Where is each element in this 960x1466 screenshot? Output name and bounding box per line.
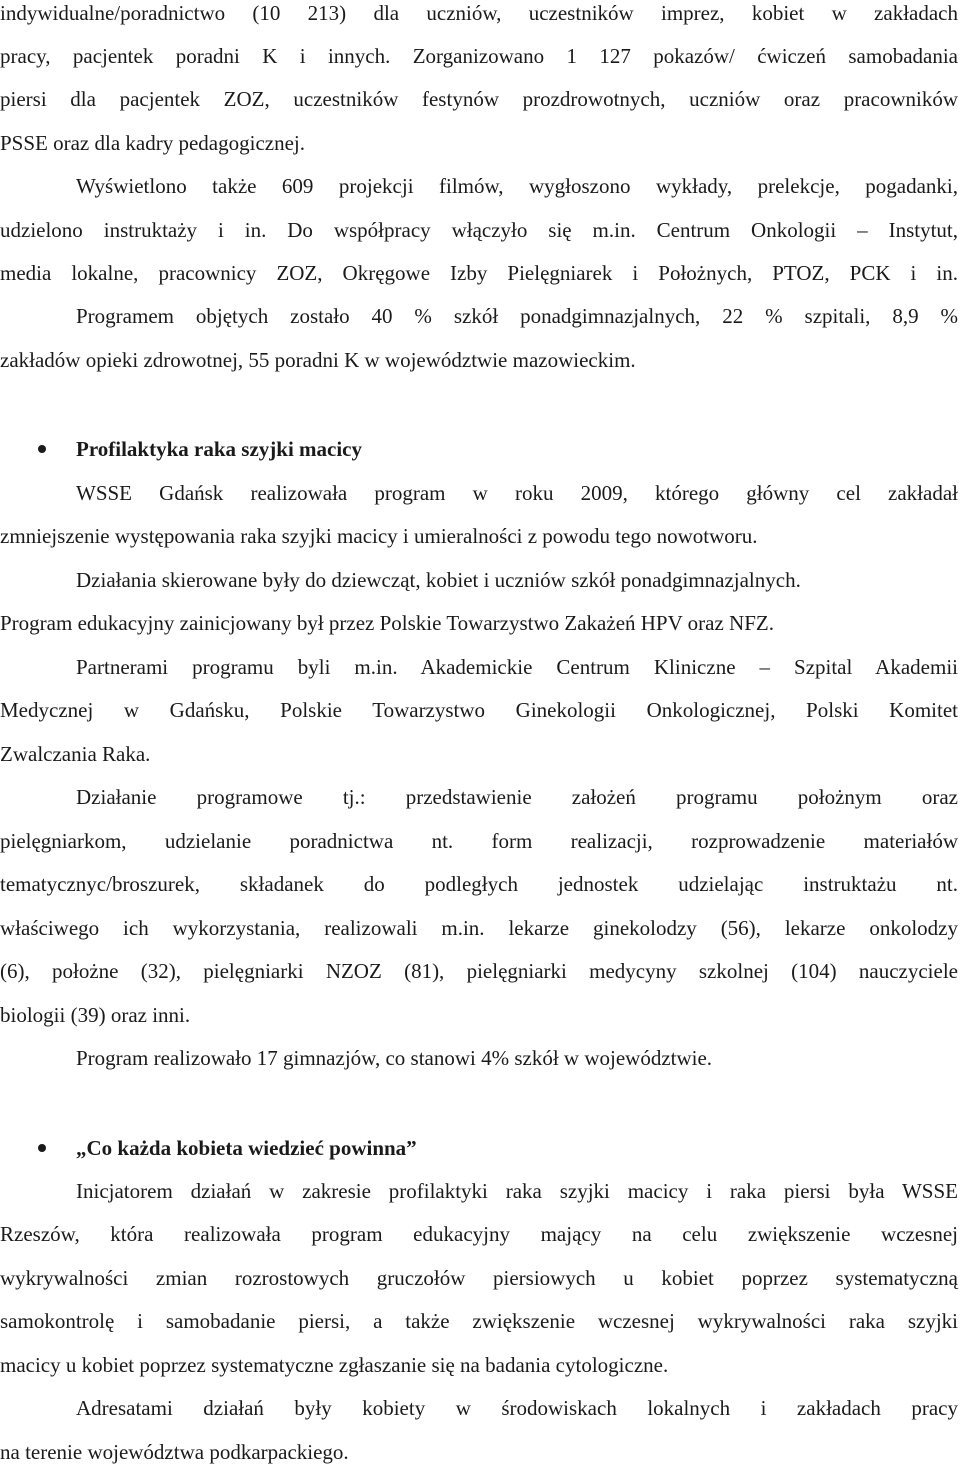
- paragraph-line: biologii (39) oraz inni.: [0, 1003, 191, 1027]
- paragraph-line: piersi dla pacjentek ZOZ, uczestników festynów prozdrowotnych, uczniów oraz pracowników: [0, 87, 958, 111]
- bullet-icon: [38, 1144, 46, 1152]
- paragraph-line: Zwalczania Raka.: [0, 742, 151, 766]
- paragraph-line: udzielono instruktaży i in. Do współpracy włączyło się m.in. Centrum Onkologii – Instytut,: [0, 218, 958, 242]
- paragraph-line: indywidualne/poradnictwo (10 213) dla uczniów, uczestników imprez, kobiet w zakładach: [0, 1, 958, 25]
- paragraph-line: Programem objętych zostało 40 % szkół ponadgimnazjalnych, 22 % szpitali, 8,9 %: [76, 304, 958, 328]
- paragraph-line: tematycznyc/broszurek, składanek do podległych jednostek udzielając instruktażu nt.: [0, 872, 958, 896]
- paragraph-line: (6), położne (32), pielęgniarki NZOZ (81), pielęgniarki medycyny szkolnej (104) nauczyciele: [0, 959, 958, 983]
- bullet-icon: [38, 445, 46, 453]
- paragraph-line: wykrywalności zmian rozrostowych gruczołów piersiowych u kobiet poprzez systematyczną: [0, 1266, 958, 1290]
- paragraph-line: Partnerami programu byli m.in. Akademickie Centrum Kliniczne – Szpital Akademii: [76, 655, 958, 679]
- paragraph-line: Inicjatorem działań w zakresie profilaktyki raka szyjki macicy i raka piersi była WSSE: [76, 1179, 958, 1203]
- paragraph-line: Działanie programowe tj.: przedstawienie założeń programu położnym oraz: [76, 785, 958, 809]
- section-heading: „Co każda kobieta wiedzieć powinna”: [76, 1136, 417, 1160]
- paragraph-line: WSSE Gdańsk realizowała program w roku 2009, którego główny cel zakładał: [76, 481, 958, 505]
- paragraph-line: na terenie województwa podkarpackiego.: [0, 1440, 349, 1464]
- paragraph-line: media lokalne, pracownicy ZOZ, Okręgowe Izby Pielęgniarek i Położnych, PTOZ, PCK i in.: [0, 261, 958, 285]
- paragraph-line: pielęgniarkom, udzielanie poradnictwa nt. form realizacji, rozprowadzenie materiałów: [0, 829, 958, 853]
- paragraph-line: Działania skierowane były do dziewcząt, kobiet i uczniów szkół ponadgimnazjalnych.: [76, 568, 801, 592]
- paragraph-line: zakładów opieki zdrowotnej, 55 poradni K w województwie mazowieckim.: [0, 348, 636, 372]
- paragraph-line: pracy, pacjentek poradni K i innych. Zorganizowano 1 127 pokazów/ ćwiczeń samobadania: [0, 44, 958, 68]
- paragraph-line: Adresatami działań były kobiety w środowiskach lokalnych i zakładach pracy: [76, 1396, 958, 1420]
- section-heading: Profilaktyka raka szyjki macicy: [76, 437, 363, 461]
- paragraph-line: PSSE oraz dla kadry pedagogicznej.: [0, 131, 305, 155]
- paragraph-line: Medycznej w Gdańsku, Polskie Towarzystwo Ginekologii Onkologicznej, Polski Komitet: [0, 698, 958, 722]
- paragraph-line: Program edukacyjny zainicjowany był przez Polskie Towarzystwo Zakażeń HPV oraz NFZ.: [0, 611, 774, 635]
- paragraph-line: zmniejszenie występowania raka szyjki macicy i umieralności z powodu tego nowotworu.: [0, 524, 758, 548]
- paragraph-line: samokontrolę i samobadanie piersi, a także zwiększenie wczesnej wykrywalności raka szyjki: [0, 1309, 958, 1333]
- paragraph-line: Rzeszów, która realizowała program edukacyjny mający na celu zwiększenie wczesnej: [0, 1222, 958, 1246]
- paragraph-line: właściwego ich wykorzystania, realizowali m.in. lekarze ginekolodzy (56), lekarze onkolodzy: [0, 916, 958, 940]
- paragraph-line: Program realizowało 17 gimnazjów, co stanowi 4% szkół w województwie.: [76, 1046, 713, 1070]
- paragraph-line: Wyświetlono także 609 projekcji filmów, wygłoszono wykłady, prelekcje, pogadanki,: [76, 174, 958, 198]
- paragraph-line: macicy u kobiet poprzez systematyczne zgłaszanie się na badania cytologiczne.: [0, 1353, 669, 1377]
